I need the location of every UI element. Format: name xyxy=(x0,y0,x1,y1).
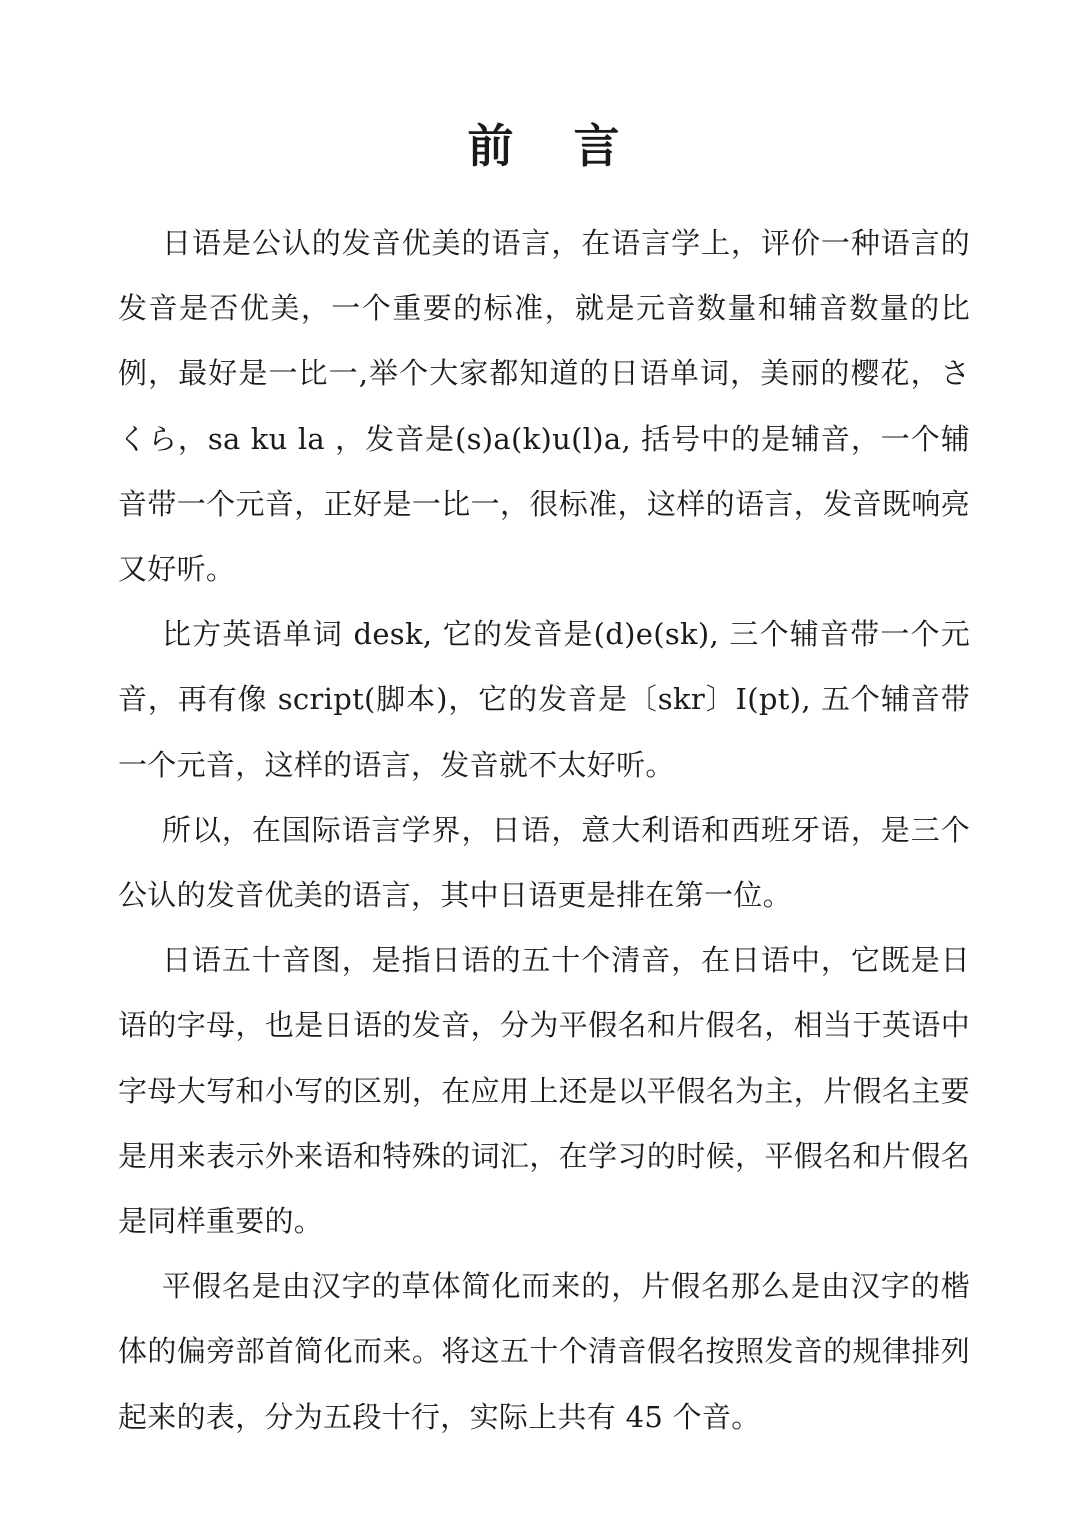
paragraph-2: 比方英语单词 desk, 它的发音是(d)e(sk), 三个辅音带一个元音，再有像 script(脚本)，它的发音是〔skr〕I(pt), 五个辅音带一个元音，这样的语言，发音就不太好听。 xyxy=(118,617,970,782)
paragraph-3: 所以，在国际语言学界，日语，意大利语和西班牙语，是三个公认的发音优美的语言，其中日语更是排在第一位。 xyxy=(118,812,970,913)
body-text xyxy=(118,211,970,1450)
paragraph-1: 日语是公认的发音优美的语言，在语言学上，评价一种语言的发音是否优美，一个重要的标准，就是元音数量和辅音数量的比例，最好是一比一,举个大家都知道的日语单词，美丽的樱花，さくら，sa ku la ，发音是(s)a(k)u(l)a, 括号中的是辅音，一个辅音带一个元音，正好是一比一，很标准，这样的语言，发音既响亮又好听。 xyxy=(118,226,970,587)
paragraph-5: 平假名是由汉字的草体简化而来的，片假名那么是由汉字的楷体的偏旁部首简化而来。将这五十个清音假名按照发音的规律排列起来的表，分为五段十行，实际上共有 45 个音。 xyxy=(118,1269,970,1434)
page-title: 前 言 xyxy=(467,119,642,173)
paragraph-4: 日语五十音图，是指日语的五十个清音，在日语中，它既是日语的字母，也是日语的发音，分为平假名和片假名，相当于英语中字母大写和小写的区别，在应用上还是以平假名为主，片假名主要是用来表示外来语和特殊的词汇，在学习的时候，平假名和片假名是同样重要的。 xyxy=(118,943,970,1239)
